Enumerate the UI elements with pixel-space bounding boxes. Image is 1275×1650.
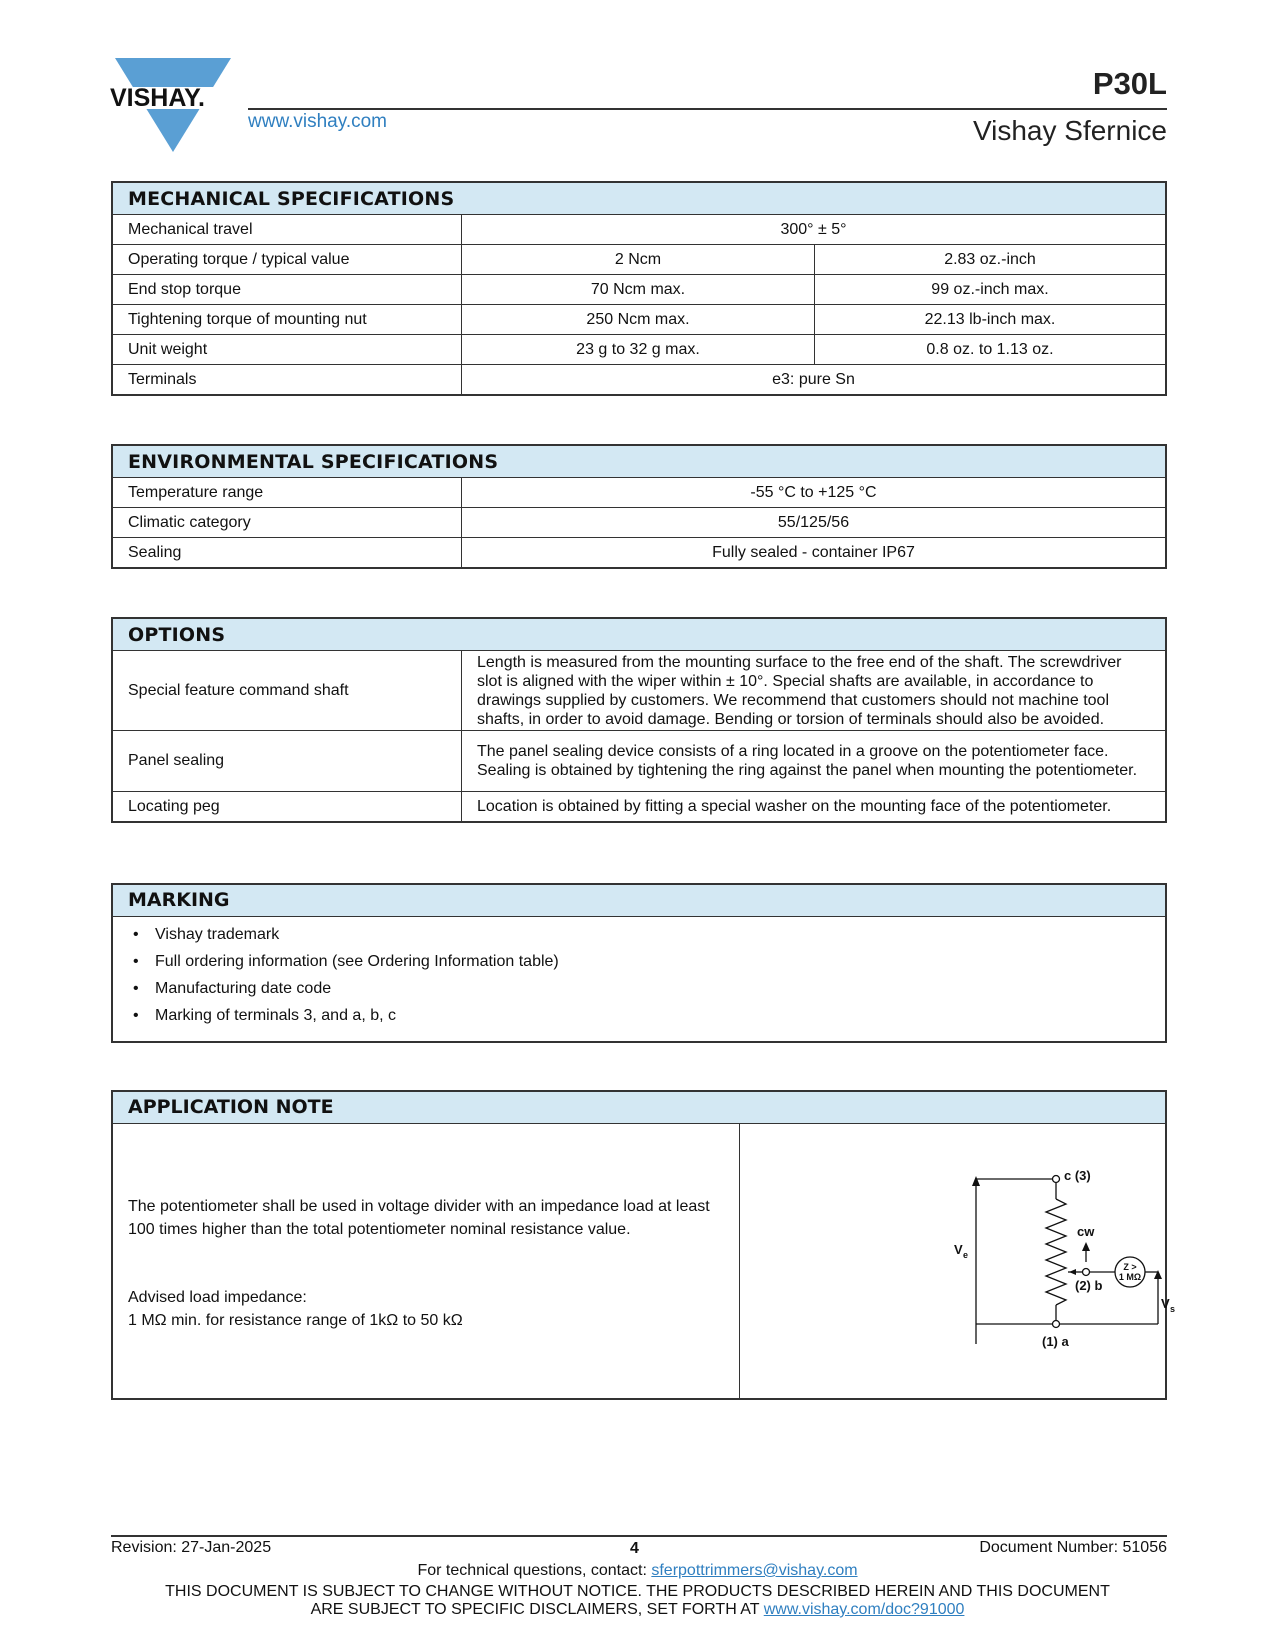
- row-value-imperial: 22.13 lb-inch max.: [815, 305, 1167, 335]
- list-item: • Vishay trademark: [139, 921, 1165, 948]
- table-row: [112, 508, 1166, 538]
- row-value: The panel sealing device consists of a ring located in a groove on the potentiometer face. Sealing is obtained by tightening the ring against the panel when mounting the potentiometer.: [462, 731, 1167, 792]
- row-value-metric: 250 Ncm max.: [462, 305, 815, 335]
- advised-load-value: 1 MΩ min. for resistance range of 1kΩ to 50 kΩ: [128, 1312, 463, 1329]
- ve-subscript: e: [963, 1250, 969, 1260]
- row-value-metric: 23 g to 32 g max.: [462, 335, 815, 365]
- table-title: OPTIONS: [112, 618, 1166, 651]
- row-label: Mechanical travel: [112, 215, 462, 245]
- vishay-logo: [110, 58, 233, 158]
- environmental-specifications-table: [111, 444, 1167, 569]
- z-load-label: Z >: [1123, 1262, 1137, 1272]
- application-paragraph: The potentiometer shall be used in voltage divider with an impedance load at least 100 times higher than the total potentiometer nominal resistance value.: [128, 1198, 710, 1238]
- disclaimer-prefix: ARE SUBJECT TO SPECIFIC DISCLAIMERS, SET FORTH AT: [310, 1601, 764, 1618]
- table-row: [112, 365, 1166, 396]
- terminal-c-label: c (3): [1064, 1168, 1091, 1183]
- ve-arrow-icon: [972, 1176, 980, 1186]
- disclaimer-line-2: [0, 1601, 1275, 1619]
- cw-label: cw: [1077, 1224, 1095, 1239]
- row-label: Operating torque / typical value: [112, 245, 462, 275]
- table-row: [112, 478, 1166, 508]
- table-title: MECHANICAL SPECIFICATIONS: [112, 182, 1166, 215]
- row-label: Locating peg: [112, 792, 462, 823]
- revision-date: Revision: 27-Jan-2025: [111, 1539, 272, 1556]
- wiper-arrow-icon: [1069, 1269, 1076, 1275]
- z-load-value: 1 MΩ: [1118, 1272, 1142, 1282]
- table-row: [112, 275, 1166, 305]
- part-number: P30L: [1092, 66, 1167, 101]
- header-divider: [248, 108, 1167, 110]
- row-value: Location is obtained by fitting a special washer on the mounting face of the potentiometer.: [462, 792, 1167, 823]
- row-value: 300° ± 5°: [462, 215, 1167, 245]
- row-value-imperial: 2.83 oz.-inch: [815, 245, 1167, 275]
- terminal-b-label: (2) b: [1075, 1278, 1103, 1293]
- ve-label: V: [954, 1242, 963, 1257]
- list-item: • Manufacturing date code: [139, 975, 1165, 1002]
- row-label: Panel sealing: [112, 731, 462, 792]
- row-value-imperial: 0.8 oz. to 1.13 oz.: [815, 335, 1167, 365]
- table-row: [112, 335, 1166, 365]
- table-row: [112, 538, 1166, 569]
- row-value: e3: pure Sn: [462, 365, 1167, 396]
- document-number: Document Number: 51056: [979, 1539, 1167, 1556]
- disclaimer: [0, 1583, 1275, 1619]
- table-row: [112, 245, 1166, 275]
- vs-arrow-icon: [1154, 1270, 1162, 1279]
- table-title: ENVIRONMENTAL SPECIFICATIONS: [112, 445, 1166, 478]
- vs-label: V: [1161, 1296, 1170, 1311]
- row-value: 55/125/56: [462, 508, 1167, 538]
- row-label: Unit weight: [112, 335, 462, 365]
- contact-email-link[interactable]: sferpottrimmers@vishay.com: [651, 1562, 858, 1579]
- section-title: APPLICATION NOTE: [113, 1092, 1165, 1124]
- disclaimer-line-1: THIS DOCUMENT IS SUBJECT TO CHANGE WITHOUT NOTICE. THE PRODUCTS DESCRIBED HEREIN AND THIS DOCUMENT: [165, 1583, 1110, 1600]
- row-label: Climatic category: [112, 508, 462, 538]
- row-value: Length is measured from the mounting surface to the free end of the shaft. The screwdriver slot is aligned with the wiper within ± 10°. Special shafts are available, in accordance to drawings supplied by customers. We recommend that customers should not machine tool shafts, in order to avoid damage. Bending or torsion of terminals should also be avoided.: [462, 651, 1167, 731]
- row-value: -55 °C to +125 °C: [462, 478, 1167, 508]
- row-label: Terminals: [112, 365, 462, 396]
- contact-prefix: For technical questions, contact:: [417, 1562, 652, 1579]
- company-name: Vishay Sfernice: [972, 115, 1167, 146]
- row-label: Tightening torque of mounting nut: [112, 305, 462, 335]
- page-number: 4: [630, 1540, 639, 1557]
- table-row: [112, 215, 1166, 245]
- list-item: • Full ordering information (see Ordering Information table): [139, 948, 1165, 975]
- row-label: Temperature range: [112, 478, 462, 508]
- voltage-divider-diagram: [773, 1124, 1176, 1394]
- website-link[interactable]: www.vishay.com: [248, 111, 388, 132]
- marking-list: [113, 917, 1165, 1029]
- mechanical-specifications-table: [111, 181, 1167, 396]
- table-row: [112, 731, 1166, 792]
- footer-divider: [111, 1535, 1167, 1537]
- row-value-metric: 2 Ncm: [462, 245, 815, 275]
- row-value-metric: 70 Ncm max.: [462, 275, 815, 305]
- vs-subscript: s: [1170, 1304, 1176, 1314]
- options-table: [111, 617, 1167, 823]
- table-row: [112, 792, 1166, 823]
- row-value: Fully sealed - container IP67: [462, 538, 1167, 569]
- advised-load-label: Advised load impedance:: [128, 1289, 307, 1306]
- table-row: [112, 305, 1166, 335]
- row-label: Sealing: [112, 538, 462, 569]
- row-label: Special feature command shaft: [112, 651, 462, 731]
- table-row: [112, 651, 1166, 731]
- column-divider: [739, 1124, 740, 1398]
- row-label: End stop torque: [112, 275, 462, 305]
- logo-wordmark: VISHAY.: [110, 84, 205, 112]
- contact-line: [0, 1562, 1275, 1580]
- terminal-a-label: (1) a: [1042, 1334, 1069, 1349]
- cw-arrow-icon: [1082, 1242, 1090, 1251]
- marking-section: [111, 883, 1167, 1043]
- list-item: • Marking of terminals 3, and a, b, c: [139, 1002, 1165, 1029]
- application-note-section: [111, 1090, 1176, 1400]
- disclaimer-link[interactable]: www.vishay.com/doc?91000: [763, 1601, 965, 1618]
- row-value-imperial: 99 oz.-inch max.: [815, 275, 1167, 305]
- section-title: MARKING: [113, 885, 1165, 917]
